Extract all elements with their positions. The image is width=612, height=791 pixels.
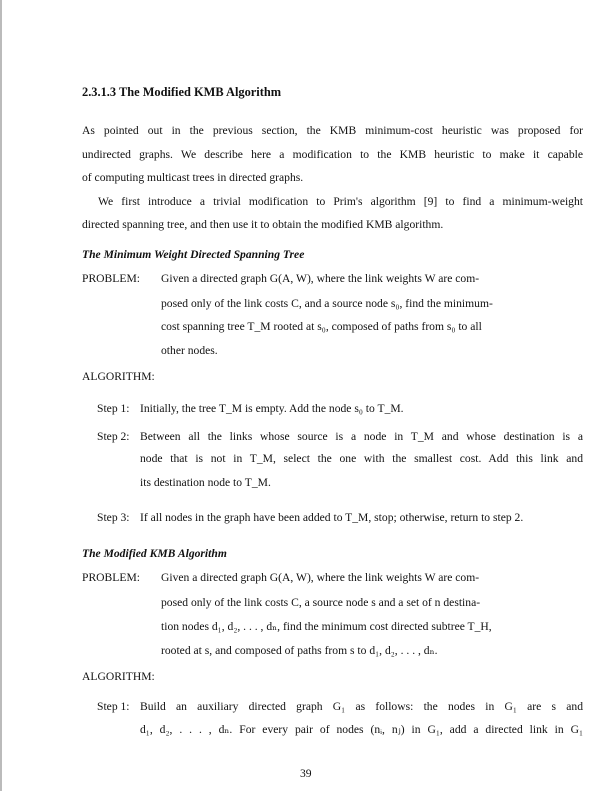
problem-line: rooted at s, and composed of paths from s to d₁, d₂, . . . , dₙ. [161, 644, 438, 657]
problem-line: Given a directed graph G(A, W), where the link weights W are com- [161, 272, 480, 285]
step-label: Step 1: [97, 402, 130, 415]
step-line: d₁, d₂, . . . , dₙ. For every pair of nodes (nᵢ, nⱼ) in G₁, add a directed link in G₁ [140, 723, 583, 736]
intro-line: We first introduce a trivial modification to Prim's algorithm [9] to find a minimum-weight [98, 195, 583, 208]
problem-line: tion nodes d₁, d₂, . . . , dₙ, find the minimum cost directed subtree T_H, [161, 620, 492, 633]
problem-label: PROBLEM: [82, 571, 140, 584]
problem-line: Given a directed graph G(A, W), where the link weights W are com- [161, 571, 480, 584]
problem-line: posed only of the link costs C, a source node s and a set of n destina- [161, 596, 481, 609]
step-line: If all nodes in the graph have been added to T_M, stop; otherwise, return to step 2. [140, 511, 524, 524]
subsection-heading: The Minimum Weight Directed Spanning Tree [82, 248, 305, 261]
page-edge [0, 0, 2, 791]
step-label: Step 3: [97, 511, 130, 524]
intro-line: As pointed out in the previous section, the KMB minimum-cost heuristic was proposed for [82, 124, 583, 137]
algorithm-label: ALGORITHM: [82, 670, 155, 683]
intro-line: undirected graphs. We describe here a modification to the KMB heuristic to make it capable [82, 148, 583, 161]
subsection-heading: The Modified KMB Algorithm [82, 547, 227, 560]
intro-line: of computing multicast trees in directed graphs. [82, 171, 304, 184]
section-title: 2.3.1.3 The Modified KMB Algorithm [82, 85, 282, 99]
step-line: its destination node to T_M. [140, 476, 271, 489]
page-number: 39 [300, 767, 312, 780]
step-line: Between all the links whose source is a node in T_M and whose destination is a [140, 430, 583, 443]
problem-line: other nodes. [161, 344, 218, 357]
step-line: node that is not in T_M, select the one with the smallest cost. Add this link and [140, 452, 583, 465]
intro-line: directed spanning tree, and then use it to obtain the modified KMB algorithm. [82, 218, 444, 231]
problem-line: posed only of the link costs C, and a source node s₀, find the minimum- [161, 297, 493, 310]
step-line: Initially, the tree T_M is empty. Add the node s₀ to T_M. [140, 402, 404, 415]
step-label: Step 1: [97, 700, 130, 713]
problem-label: PROBLEM: [82, 272, 140, 285]
algorithm-label: ALGORITHM: [82, 370, 155, 383]
problem-line: cost spanning tree T_M rooted at s₀, composed of paths from s₀ to all [161, 320, 482, 333]
step-label: Step 2: [97, 430, 130, 443]
step-line: Build an auxiliary directed graph G₁ as follows: the nodes in G₁ are s and [140, 700, 583, 713]
